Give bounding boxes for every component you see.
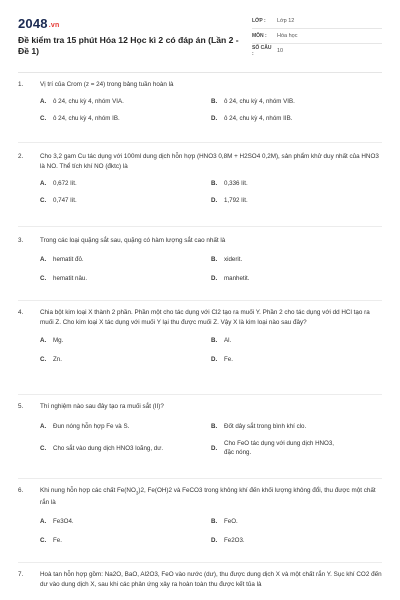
question-text: Cho 3,2 gam Cu tác dụng với 100ml dung dịch hỗn hợp (HNO3 0,8M + H2SO4 0,2M), sản phẩm khử duy nhất của HNO3 là NO. Thể tích khí NO (đktc) là bbox=[40, 153, 379, 170]
question-divider bbox=[18, 300, 382, 301]
site-logo[interactable]: 2048.vn bbox=[18, 16, 60, 31]
option-d[interactable]: D. Cho FeO tác dụng với dung dịch HNO3, đặc nóng. bbox=[211, 440, 334, 456]
option-d[interactable]: D. 1,792 lít. bbox=[211, 197, 248, 204]
question-text: Chia bột kim loại X thành 2 phần. Phần một cho tác dụng với Cl2 tạo ra muối Y. Phần 2 cho tác dụng với dd HCl tạo ra muối Z. Cho kim loại X tác dụng với muối Y lại thu được muối Z. Vậy X là kim loại nào sau đây? bbox=[40, 309, 370, 326]
option-b[interactable]: B. Đốt dây sắt trong bình khí clo. bbox=[211, 423, 307, 430]
option-a[interactable]: A. Đun nóng hỗn hợp Fe và S. bbox=[40, 423, 130, 430]
question-text: Khi nung hỗn hợp các chất $Fe(NO_3)2$, Fe(OH)2 và FeCO3 trong không khí đến khối lượng không đổi, thu được một chất rắn là bbox=[40, 487, 376, 507]
question-1: 1. Vị trí của Crom (z = 24) trong bảng tuần hoàn là A. ô 24, chu kỳ 4, nhóm VIA. B. ô 24, chu kỳ 4, nhóm VIB. C. ô 24, chu kỳ 4, nhóm IB. D. ô 24, chu kỳ 4, nhóm IIB. bbox=[18, 80, 382, 123]
option-a[interactable]: A. Fe3O4. bbox=[40, 518, 74, 526]
question-4: 4. Chia bột kim loại X thành 2 phần. Phần một cho tác dụng với Cl2 tạo ra muối Y. Phần 2 cho tác dụng với dd HCl tạo ra muối Z. Cho kim loại X tác dụng với muối Y lại thu được muối Z. Vậy X là kim loại nào sau đây? A. Mg. B. Al. C. Zn. D. Fe. bbox=[18, 308, 382, 364]
option-b[interactable]: B. ô 24, chu kỳ 4, nhóm VIB. bbox=[211, 98, 295, 105]
option-b[interactable]: B. FeO. bbox=[211, 518, 238, 526]
meta-row-count: SỐ CÂU : 10 bbox=[252, 45, 284, 57]
question-3: 3. Trong các loại quặng sắt sau, quặng có hàm lượng sắt cao nhất là A. hematit đỏ. B. xiderit. C. hematit nâu. D. manhetit. bbox=[18, 236, 382, 283]
question-divider bbox=[18, 394, 382, 395]
header-divider bbox=[18, 72, 382, 73]
question-text: Trong các loại quặng sắt sau, quặng có hàm lượng sắt cao nhất là bbox=[40, 237, 226, 244]
option-a[interactable]: A. hematit đỏ. bbox=[40, 256, 84, 263]
question-divider bbox=[18, 226, 382, 227]
question-5: 5. Thí nghiệm nào sau đây tạo ra muối sắt (II)? A. Đun nóng hỗn hợp Fe và S. B. Đốt dây sắt trong bình khí clo. C. Cho sắt vào dung dịch HNO3 loãng, dư. D. Cho FeO tác dụng với dung dịch HNO3, đặc nóng. bbox=[18, 402, 382, 457]
meta-row-subject: MÔN : Hóa học bbox=[252, 29, 382, 44]
question-text: Vị trí của Crom (z = 24) trong bảng tuần hoàn là bbox=[40, 81, 174, 88]
exam-title: Đề kiểm tra 15 phút Hóa 12 Học kì 2 có đáp án (Lần 2 - Đề 1) bbox=[18, 35, 239, 56]
question-6: 6. Khi nung hỗn hợp các chất $Fe(NO_3)2$, Fe(OH)2 và FeCO3 trong không khí đến khối lượng không đổi, thu được một chất rắn là A. Fe3O4. B. FeO. C. Fe. D. Fe2O3. bbox=[18, 486, 382, 545]
option-a[interactable]: A. Mg. bbox=[40, 337, 64, 344]
option-c[interactable]: C. 0,747 lít. bbox=[40, 197, 77, 204]
option-c[interactable]: C. Cho sắt vào dung dịch HNO3 loãng, dư. bbox=[40, 444, 164, 452]
question-7: 7. Hoà tan hỗn hợp gồm: Na2O, BaO, Al2O3, FeO vào nước (dư), thu được dung dịch X và một chất rắn Y. Sục khí CO2 đến dư vào dung dịch X, sau khi các phản ứng xảy ra hoàn toàn thu được kết tủa là bbox=[18, 571, 382, 588]
option-b[interactable]: B. xiderit. bbox=[211, 256, 243, 263]
question-2: 2. Cho 3,2 gam Cu tác dụng với 100ml dung dịch hỗn hợp (HNO3 0,8M + H2SO4 0,2M), sản phẩm khử duy nhất của HNO3 là NO. Thể tích khí NO (đktc) là A. 0,672 lít. B. 0,336 lít. C. 0,747 lít. D. 1,792 lít. bbox=[18, 152, 382, 205]
option-a[interactable]: A. 0,672 lít. bbox=[40, 180, 77, 187]
option-c[interactable]: C. ô 24, chu kỳ 4, nhóm IB. bbox=[40, 115, 120, 122]
meta-row-class: LỚP : Lớp 12 bbox=[252, 14, 382, 29]
option-d[interactable]: D. Fe2O3. bbox=[211, 537, 245, 545]
header bbox=[18, 12, 382, 72]
question-text: Hoà tan hỗn hợp gồm: Na2O, BaO, Al2O3, FeO vào nước (dư), thu được dung dịch X và một chất rắn Y. Sục khí CO2 đến dư vào dung dịch X, sau khi các phản ứng xảy ra hoàn toàn thu được kết tủa là bbox=[40, 571, 382, 588]
option-b[interactable]: B. Al. bbox=[211, 337, 232, 344]
option-d[interactable]: D. Fe. bbox=[211, 356, 233, 363]
question-divider bbox=[18, 478, 382, 479]
exam-meta bbox=[252, 14, 382, 58]
question-text: Thí nghiệm nào sau đây tạo ra muối sắt (II)? bbox=[40, 403, 164, 410]
option-c[interactable]: C. hematit nâu. bbox=[40, 275, 88, 282]
option-a[interactable]: A. ô 24, chu kỳ 4, nhóm VIA. bbox=[40, 98, 124, 105]
option-b[interactable]: B. 0,336 lít. bbox=[211, 180, 248, 187]
option-c[interactable]: C. Fe. bbox=[40, 537, 62, 545]
option-d[interactable]: D. ô 24, chu kỳ 4, nhóm IIB. bbox=[211, 115, 293, 122]
question-divider bbox=[18, 562, 382, 563]
question-divider bbox=[18, 142, 382, 143]
option-d[interactable]: D. manhetit. bbox=[211, 275, 250, 282]
option-c[interactable]: C. Zn. bbox=[40, 356, 62, 363]
